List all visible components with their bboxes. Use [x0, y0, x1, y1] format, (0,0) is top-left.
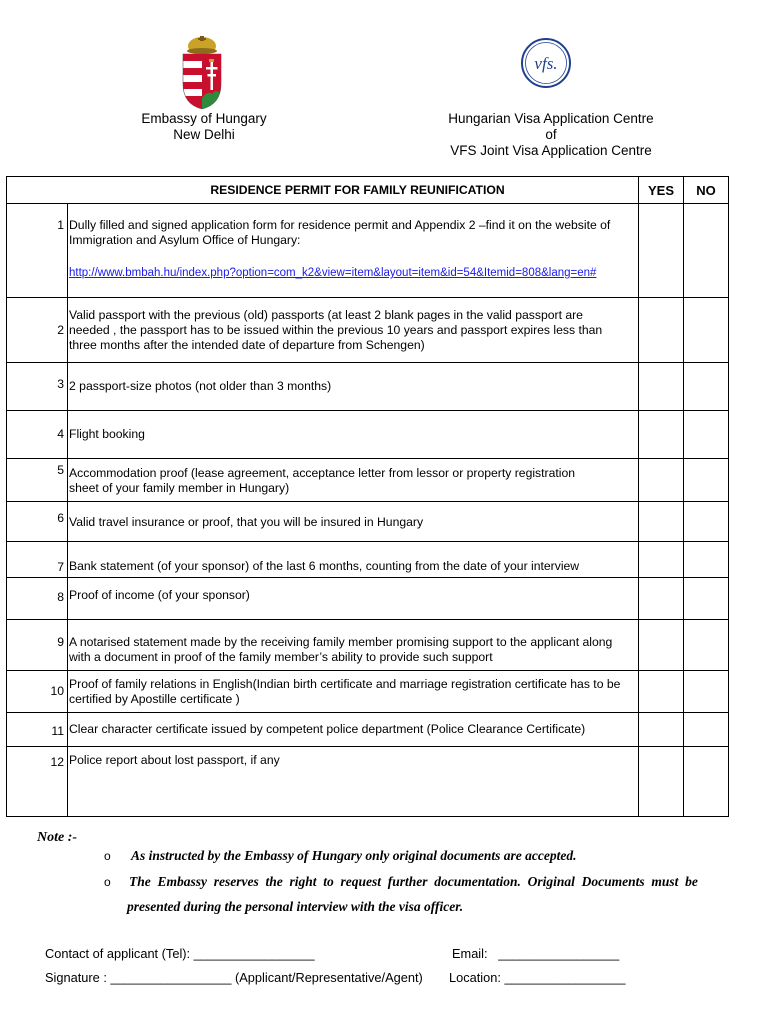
table-row: [7, 502, 729, 542]
vfs-logo-icon: [520, 37, 572, 89]
row-description: [68, 459, 639, 502]
vac-line-1: Hungarian Visa Application Centre: [448, 111, 654, 126]
table-row: [7, 713, 729, 747]
bullet-icon: o: [104, 875, 111, 889]
embassy-heading: [118, 111, 290, 143]
row-description: [68, 713, 639, 747]
row-text-line: Proof of family relations in English(Indian birth certificate and marriage registration certificate has to be: [69, 676, 621, 691]
row-number: 11: [7, 713, 68, 747]
row-text-line: Dully filled and signed application form for residence permit and Appendix 2 –find it on the website of: [69, 218, 611, 232]
table-row: [7, 620, 729, 671]
row-text-line: A notarised statement made by the receiving family member promising support to the applicant along: [69, 635, 613, 649]
no-checkbox-cell[interactable]: [684, 298, 729, 363]
row-description: [68, 747, 639, 817]
row-text-line: Valid travel insurance or proof, that you will be insured in Hungary: [69, 515, 424, 529]
table-row: [7, 459, 729, 502]
no-column-header: NO: [684, 177, 729, 204]
yes-checkbox-cell[interactable]: [639, 459, 684, 502]
vac-line-2: of: [545, 127, 557, 142]
row-description: [68, 298, 639, 363]
yes-checkbox-cell[interactable]: [639, 204, 684, 298]
location-field[interactable]: Location: _________________: [449, 970, 626, 985]
row-text-line: Police report about lost passport, if any: [69, 753, 280, 767]
row-number: 4: [7, 411, 68, 459]
contact-field[interactable]: Contact of applicant (Tel): _________________: [45, 946, 315, 961]
table-row: [7, 363, 729, 411]
no-checkbox-cell[interactable]: [684, 502, 729, 542]
no-checkbox-cell[interactable]: [684, 578, 729, 620]
no-checkbox-cell[interactable]: [684, 411, 729, 459]
row-text-line: needed , the passport has to be issued within the previous 10 years and passport expires less than: [69, 322, 603, 337]
vac-heading: [410, 111, 692, 159]
bullet-icon: o: [104, 849, 111, 863]
row-text-line: Accommodation proof (lease agreement, acceptance letter from lessor or property registration: [69, 466, 576, 480]
row-text-line: Flight booking: [69, 427, 145, 441]
no-checkbox-cell[interactable]: [684, 747, 729, 817]
email-field[interactable]: Email: _________________: [452, 946, 620, 961]
row-text-line: three months after the intended date of departure from Schengen): [69, 337, 425, 352]
no-checkbox-cell[interactable]: [684, 363, 729, 411]
table-row: [7, 411, 729, 459]
row-number: 6: [7, 502, 68, 542]
table-title: RESIDENCE PERMIT FOR FAMILY REUNIFICATION: [7, 177, 639, 204]
row-number: 7: [7, 542, 68, 578]
table-row: [7, 204, 729, 298]
no-checkbox-cell[interactable]: [684, 713, 729, 747]
signature-field[interactable]: Signature : _________________ (Applicant/Representative/Agent): [45, 970, 423, 985]
yes-checkbox-cell[interactable]: [639, 298, 684, 363]
yes-column-header: YES: [639, 177, 684, 204]
yes-checkbox-cell[interactable]: [639, 671, 684, 713]
no-checkbox-cell[interactable]: [684, 459, 729, 502]
yes-checkbox-cell[interactable]: [639, 542, 684, 578]
row-number: 9: [7, 620, 68, 671]
yes-checkbox-cell[interactable]: [639, 747, 684, 817]
vac-line-3: VFS Joint Visa Application Centre: [450, 143, 652, 158]
note-label: Note :-: [37, 830, 78, 845]
row-number: 2: [7, 298, 68, 363]
row-description: [68, 204, 639, 298]
row-description: [68, 620, 639, 671]
row-text-line: Valid passport with the previous (old) passports (at least 2 blank pages in the valid passport are: [69, 307, 583, 322]
row-number: 1: [7, 204, 68, 298]
vfs-logo-text: vfs.: [534, 54, 558, 73]
note-point-2-line-1: The Embassy reserves the right to request further documentation. Original Documents must be: [129, 874, 698, 889]
table-row: [7, 542, 729, 578]
row-number: 3: [7, 363, 68, 411]
yes-checkbox-cell[interactable]: [639, 502, 684, 542]
website-link[interactable]: http://www.bmbah.hu/index.php?option=com_k2&view=item&layout=item&id=54&Itemid=808&lang=en#: [69, 267, 597, 279]
row-number: 5: [7, 459, 68, 502]
yes-checkbox-cell[interactable]: [639, 363, 684, 411]
note-point-1: As instructed by the Embassy of Hungary only original documents are accepted.: [131, 848, 577, 863]
no-checkbox-cell[interactable]: [684, 204, 729, 298]
row-description: [68, 542, 639, 578]
hungary-coat-of-arms-icon: [178, 36, 226, 110]
row-number: 12: [7, 747, 68, 817]
yes-checkbox-cell[interactable]: [639, 713, 684, 747]
table-row: [7, 578, 729, 620]
table-row: [7, 671, 729, 713]
no-checkbox-cell[interactable]: [684, 542, 729, 578]
table-header-row: [7, 177, 729, 204]
table-row: [7, 747, 729, 817]
row-description: [68, 363, 639, 411]
embassy-city: New Delhi: [173, 127, 235, 142]
row-description: [68, 671, 639, 713]
row-text-line: Proof of income (of your sponsor): [69, 588, 250, 602]
row-description: [68, 411, 639, 459]
yes-checkbox-cell[interactable]: [639, 578, 684, 620]
yes-checkbox-cell[interactable]: [639, 411, 684, 459]
row-text-line: 2 passport-size photos (not older than 3 months): [69, 379, 332, 393]
yes-checkbox-cell[interactable]: [639, 620, 684, 671]
no-checkbox-cell[interactable]: [684, 620, 729, 671]
row-number: 10: [7, 671, 68, 713]
row-description: [68, 578, 639, 620]
document-checklist-table: [6, 176, 729, 817]
note-point-2-line-2: presented during the personal interview with the visa officer.: [127, 899, 464, 914]
row-number: 8: [7, 578, 68, 620]
row-text-line: Clear character certificate issued by competent police department (Police Clearance Certificate): [69, 722, 586, 736]
row-description: [68, 502, 639, 542]
row-text-line: with a document in proof of the family member’s ability to provide such support: [69, 650, 493, 664]
row-text-line: Bank statement (of your sponsor) of the last 6 months, counting from the date of your interview: [69, 559, 580, 573]
row-text-line: certified by Apostille certificate ): [69, 691, 240, 706]
embassy-name: Embassy of Hungary: [141, 111, 267, 126]
no-checkbox-cell[interactable]: [684, 671, 729, 713]
row-text-line: Immigration and Asylum Office of Hungary:: [69, 233, 301, 247]
row-text-line: sheet of your family member in Hungary): [69, 481, 290, 495]
table-row: [7, 298, 729, 363]
